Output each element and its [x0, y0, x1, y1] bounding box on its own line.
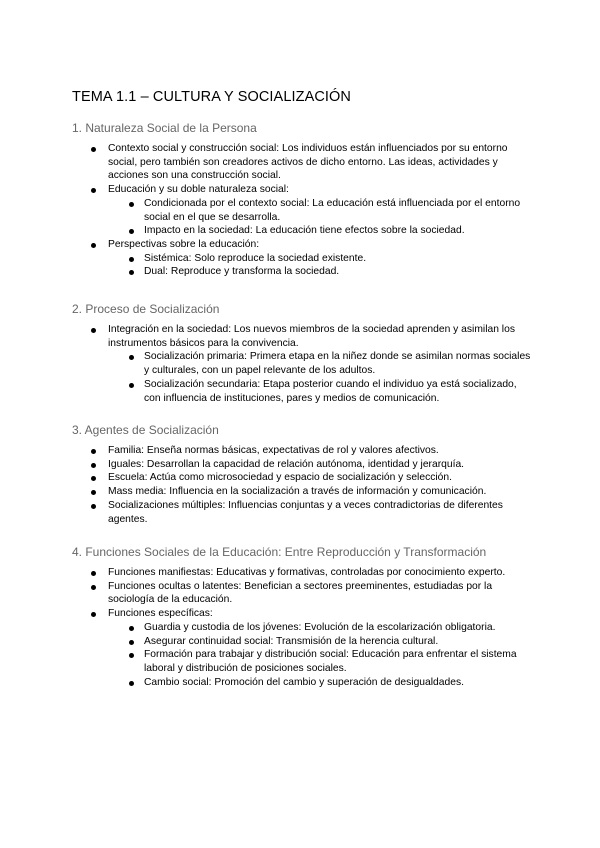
bullet-icon: [129, 355, 134, 360]
list-item: Educación y su doble naturaleza social:: [72, 183, 532, 197]
bullet-icon: [91, 188, 96, 193]
section-heading: 4. Funciones Sociales de la Educación: Entre Reproducción y Transformación: [72, 545, 487, 559]
list-item: Funciones específicas:: [72, 607, 532, 621]
bullet-icon: [129, 640, 134, 645]
list-item: Contexto social y construcción social: Los individuos están influenciados por su entorno social, pero también son creadores activos de dicho entorno. Las ideas, actividades y acciones son una construcción social.: [72, 142, 532, 183]
section-heading: 3. Agentes de Socialización: [72, 423, 219, 437]
bullet-icon: [91, 571, 96, 576]
bullet-icon: [91, 612, 96, 617]
bullet-list: [72, 142, 532, 279]
list-item: Socialización primaria: Primera etapa en la niñez donde se asimilan normas sociales y culturales, con un papel relevante de los adultos.: [72, 350, 532, 377]
list-item: Funciones manifiestas: Educativas y formativas, controladas por conocimiento experto.: [72, 566, 532, 580]
list-item: Integración en la sociedad: Los nuevos miembros de la sociedad aprenden y asimilan los instrumentos básicos para la convivencia.: [72, 323, 532, 350]
list-item: Socializaciones múltiples: Influencias conjuntas y a veces contradictorias de diferentes agentes.: [72, 499, 532, 526]
bullet-icon: [129, 229, 134, 234]
list-item: Sistémica: Solo reproduce la sociedad existente.: [72, 252, 532, 266]
list-item: Socialización secundaria: Etapa posterior cuando el individuo ya está socializado, con influencia de instituciones, pares y medios de comunicación.: [72, 378, 532, 405]
list-item: Impacto en la sociedad: La educación tiene efectos sobre la sociedad.: [72, 224, 532, 238]
section-funciones-sociales: [72, 545, 532, 689]
section-heading: 1. Naturaleza Social de la Persona: [72, 121, 257, 135]
bullet-icon: [91, 463, 96, 468]
list-item: Familia: Enseña normas básicas, expectativas de rol y valores afectivos.: [72, 444, 532, 458]
document-title: TEMA 1.1 – CULTURA Y SOCIALIZACIÓN: [72, 89, 351, 105]
bullet-icon: [91, 585, 96, 590]
bullet-icon: [91, 243, 96, 248]
bullet-icon: [91, 147, 96, 152]
bullet-icon: [129, 626, 134, 631]
list-item: Asegurar continuidad social: Transmisión de la herencia cultural.: [72, 635, 532, 649]
bullet-icon: [91, 449, 96, 454]
bullet-icon: [129, 681, 134, 686]
bullet-icon: [91, 504, 96, 509]
bullet-icon: [91, 476, 96, 481]
list-item: Mass media: Influencia en la socialización a través de información y comunicación.: [72, 485, 532, 499]
list-item: Escuela: Actúa como microsociedad y espacio de socialización y selección.: [72, 471, 532, 485]
section-proceso-socializacion: [72, 302, 532, 405]
section-naturaleza-social: [72, 121, 532, 279]
list-item: Perspectivas sobre la educación:: [72, 238, 532, 252]
list-item: Guardia y custodia de los jóvenes: Evolución de la escolarización obligatoria.: [72, 621, 532, 635]
list-item: Cambio social: Promoción del cambio y superación de desigualdades.: [72, 676, 532, 690]
bullet-list: [72, 323, 532, 405]
list-item: Dual: Reproduce y transforma la sociedad.: [72, 265, 532, 279]
bullet-icon: [129, 270, 134, 275]
bullet-icon: [91, 328, 96, 333]
bullet-icon: [91, 490, 96, 495]
bullet-icon: [129, 202, 134, 207]
section-heading: 2. Proceso de Socialización: [72, 302, 220, 316]
bullet-icon: [129, 653, 134, 658]
bullet-icon: [129, 257, 134, 262]
bullet-list: [72, 444, 532, 526]
section-agentes-socializacion: [72, 423, 532, 526]
bullet-list: [72, 566, 532, 689]
list-item: Iguales: Desarrollan la capacidad de relación autónoma, identidad y jerarquía.: [72, 458, 532, 472]
list-item: Funciones ocultas o latentes: Benefician a sectores preeminentes, estudiadas por la sociología de la educación.: [72, 580, 532, 607]
list-item: Formación para trabajar y distribución social: Educación para enfrentar el sistema laboral y distribución de posiciones sociales.: [72, 648, 532, 675]
bullet-icon: [129, 383, 134, 388]
list-item: Condicionada por el contexto social: La educación está influenciada por el entorno social en el que se desarrolla.: [72, 197, 532, 224]
